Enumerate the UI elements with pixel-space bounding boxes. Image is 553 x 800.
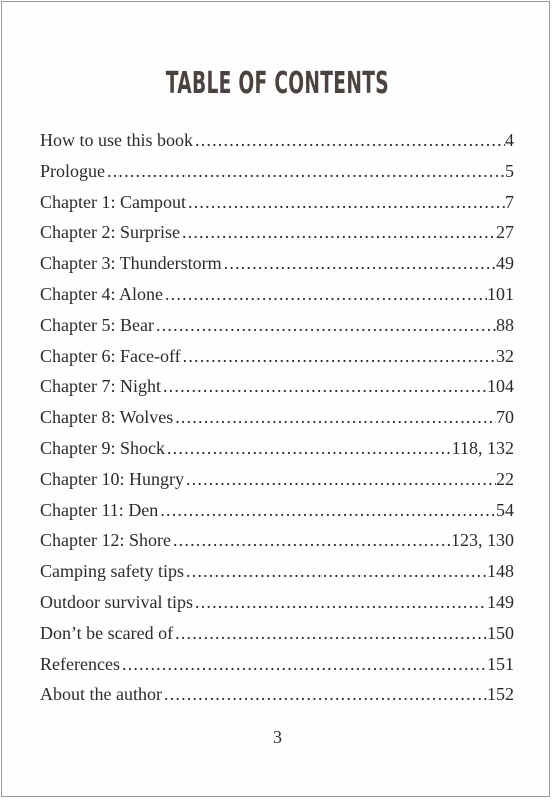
toc-entry [40, 407, 514, 438]
dot-leader [186, 192, 505, 213]
dot-leader [171, 530, 451, 551]
toc-entry-label: Chapter 5: Bear [40, 314, 154, 335]
toc-entry-page: 49 [496, 253, 514, 274]
toc-entry-label: Chapter 12: Shore [40, 530, 171, 551]
toc-entry [40, 161, 514, 192]
toc-entry-label: Chapter 11: Den [40, 499, 159, 520]
toc-entry-label: Prologue [40, 160, 105, 181]
toc-entry-label: Chapter 6: Face-off [40, 345, 181, 366]
toc-entry [40, 623, 514, 654]
page-number: 3 [273, 727, 282, 747]
toc-entry-page: 4 [505, 130, 514, 150]
toc-entry-label: Chapter 4: Alone [40, 283, 163, 304]
toc-entry [40, 592, 514, 623]
toc-entry-label: Camping safety tips [40, 561, 184, 582]
dot-leader [193, 130, 505, 151]
toc-entry-label: Chapter 7: Night [40, 376, 161, 397]
toc-entry-page: 27 [496, 222, 514, 243]
dot-leader [222, 253, 496, 274]
toc-entry-page: 7 [505, 191, 514, 212]
page-title: TABLE OF CONTENTS [165, 66, 389, 101]
dot-leader [161, 376, 487, 397]
toc-entry [40, 684, 514, 715]
toc-entry [40, 654, 514, 685]
toc-entry [40, 315, 514, 346]
toc-entry-label: Chapter 1: Campout [40, 191, 186, 212]
book-page [1, 1, 550, 797]
toc-entry-page: 150 [487, 622, 514, 643]
toc-entry-page: 118, 132 [451, 437, 514, 458]
toc-entry-label: Chapter 8: Wolves [40, 407, 174, 428]
dot-leader [165, 438, 452, 459]
dot-leader [154, 315, 496, 336]
toc-entry-page: 22 [496, 468, 514, 489]
toc-entry [40, 192, 514, 223]
toc-entry-page: 101 [487, 283, 514, 304]
toc-entry [40, 130, 514, 161]
toc-entry [40, 253, 514, 284]
toc-entry-page: 152 [487, 684, 514, 705]
toc-entry-page: 70 [496, 407, 514, 428]
toc-entry [40, 376, 514, 407]
dot-leader [180, 222, 496, 243]
toc-entry-label: About the author [40, 684, 162, 705]
toc-entry-label: Chapter 3: Thunderstorm [40, 253, 222, 274]
toc-entry-label: Chapter 10: Hungry [40, 468, 184, 489]
dot-leader [173, 623, 487, 644]
dot-leader [120, 654, 487, 675]
toc-entry-page: 54 [496, 499, 514, 520]
toc-entry-label: Don’t be scared of [40, 622, 174, 643]
toc-entry [40, 500, 514, 531]
dot-leader [184, 561, 487, 582]
toc-entry-page: 148 [487, 561, 514, 582]
dot-leader [163, 284, 487, 305]
toc-entry-page: 123, 130 [451, 530, 514, 551]
toc-entry-page: 104 [487, 376, 514, 397]
toc-entry [40, 438, 514, 469]
toc-entry-label: Chapter 2: Surprise [40, 222, 180, 243]
toc-entry-label: Chapter 9: Shock [40, 437, 165, 458]
toc-entry [40, 469, 514, 500]
toc-entry [40, 222, 514, 253]
toc-entry-label: References [40, 653, 120, 674]
dot-leader [184, 469, 496, 490]
toc-entry-page: 88 [496, 314, 514, 335]
dot-leader [105, 161, 505, 182]
toc-entry-label: Outdoor survival tips [40, 591, 193, 612]
toc-entry-page: 151 [487, 653, 514, 674]
toc-entry [40, 346, 514, 377]
dot-leader [158, 500, 496, 521]
toc-entry [40, 284, 514, 315]
toc-entry-page: 32 [496, 345, 514, 366]
dot-leader [162, 684, 487, 705]
dot-leader [173, 407, 496, 428]
toc-entry-page: 149 [487, 591, 514, 612]
table-of-contents [40, 130, 514, 715]
toc-entry-page: 5 [505, 160, 514, 181]
dot-leader [181, 346, 496, 367]
dot-leader [193, 592, 487, 613]
toc-entry [40, 561, 514, 592]
toc-entry [40, 530, 514, 561]
toc-entry-label: How to use this book [40, 130, 193, 150]
